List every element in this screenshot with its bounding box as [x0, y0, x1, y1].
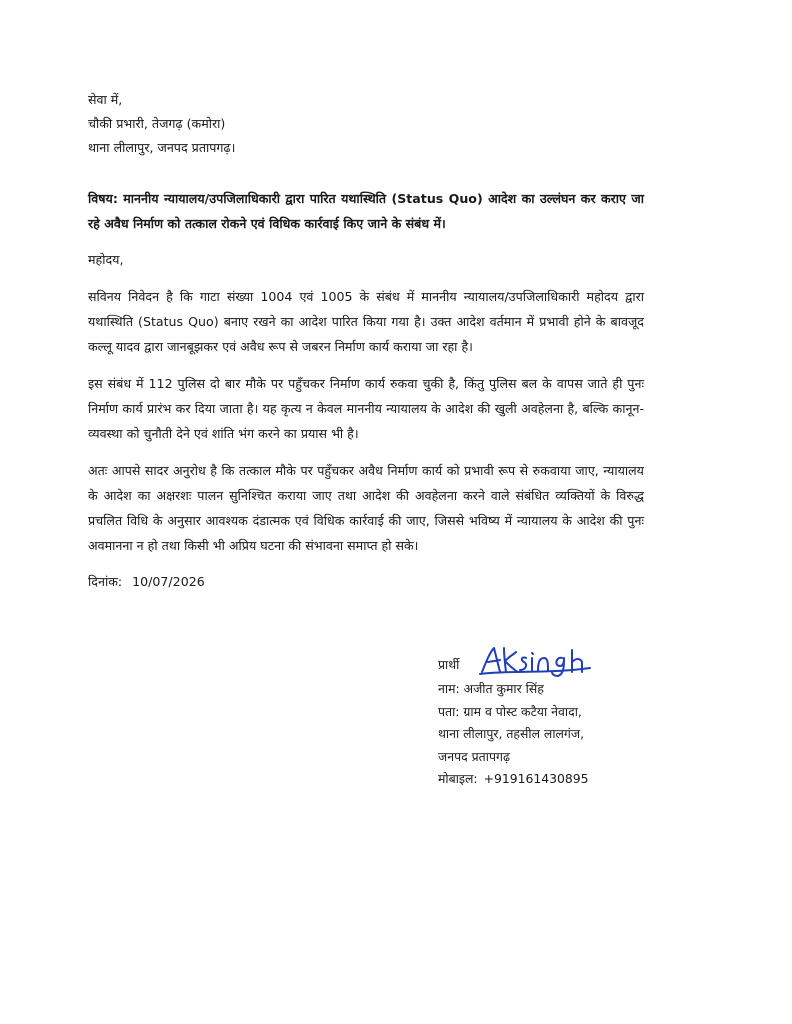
address-line-1: सेवा में,	[88, 92, 123, 107]
applicant-address-line-2: थाना लीलापुर, तहसील लालगंज,	[438, 726, 585, 741]
date-label: दिनांक:	[88, 574, 123, 589]
handwritten-signature	[478, 644, 594, 680]
letter-body	[88, 88, 644, 594]
applicant-block	[438, 652, 758, 791]
letter-subject: विषय: माननीय न्यायालय/उपजिलाधिकारी द्वारा पारित यथास्थिति (Status Quo) आदेश का उल्लंघन कर कराए जा रहे अवैध निर्माण को तत्काल रोकने एवं विधिक कार्रवाई किए जाने के संबंध में।	[88, 191, 644, 231]
mobile-value: +919161430895	[483, 771, 589, 786]
address-line-3: थाना लीलापुर, जनपद प्रतापगढ़।	[88, 140, 236, 155]
mobile-label: मोबाइल:	[438, 771, 478, 786]
salutation: महोदय,	[88, 252, 124, 267]
applicant-address-line-1: पता: ग्राम व पोस्ट कटैया नेवादा,	[438, 703, 582, 719]
applicant-mobile	[438, 768, 758, 791]
paragraph-2: इस संबंध में 112 पुलिस दो बार मौके पर पहुँचकर निर्माण कार्य रुकवा चुकी है, किंतु पुलिस बल के वापस जाते ही पुनः निर्माण कार्य प्रारंभ कर दिया जाता है। यह कृत्य न केवल माननीय न्यायालय के आदेश की खुली अवहेलना है, बल्कि कानून-व्यवस्था को चुनौती देने एवं शांति भंग करने का प्रयास भी है।	[88, 376, 644, 441]
recipient-address	[88, 88, 644, 160]
applicant-name: नाम: अजीत कुमार सिंह	[438, 681, 544, 696]
paragraph-1: सविनय निवेदन है कि गाटा संख्या 1004 एवं 1005 के संबंध में माननीय न्यायालय/उपजिलाधिकारी महोदय द्वारा यथास्थिति (Status Quo) बनाए रखने का आदेश पारित किया गया है। उक्त आदेश वर्तमान में प्रभावी होने के बावजूद कल्लू यादव द्वारा जानबूझकर एवं अवैध रूप से जबरन निर्माण कार्य कराया जा रहा है।	[88, 289, 644, 354]
signature-row	[438, 652, 758, 678]
address-line-2: चौकी प्रभारी, तेजगढ़ (कमोरा)	[88, 116, 226, 131]
paragraph-3: अतः आपसे सादर अनुरोध है कि तत्काल मौके पर पहुँचकर अवैध निर्माण कार्य को प्रभावी रूप से रुकवाया जाए, न्यायालय के आदेश का अक्षरशः पालन सुनिश्चित कराया जाए तथा आदेश की अवहेलना करने वाले संबंधित व्यक्तियों के विरुद्ध प्रचलित विधि के अनुसार आवश्यक दंडात्मक एवं विधिक कार्रवाई की जाए, जिससे भविष्य में न्यायालय के आदेश की पुनः अवमानना न हो तथा किसी भी अप्रिय घटना की संभावना समाप्त हो सके।	[88, 463, 644, 553]
applicant-label: प्रार्थी	[438, 657, 460, 672]
signature-stroke	[480, 648, 590, 676]
applicant-address-line-3: जनपद प्रतापगढ़	[438, 748, 510, 764]
date-line	[88, 570, 644, 594]
date-value: 10/07/2026	[132, 574, 205, 589]
